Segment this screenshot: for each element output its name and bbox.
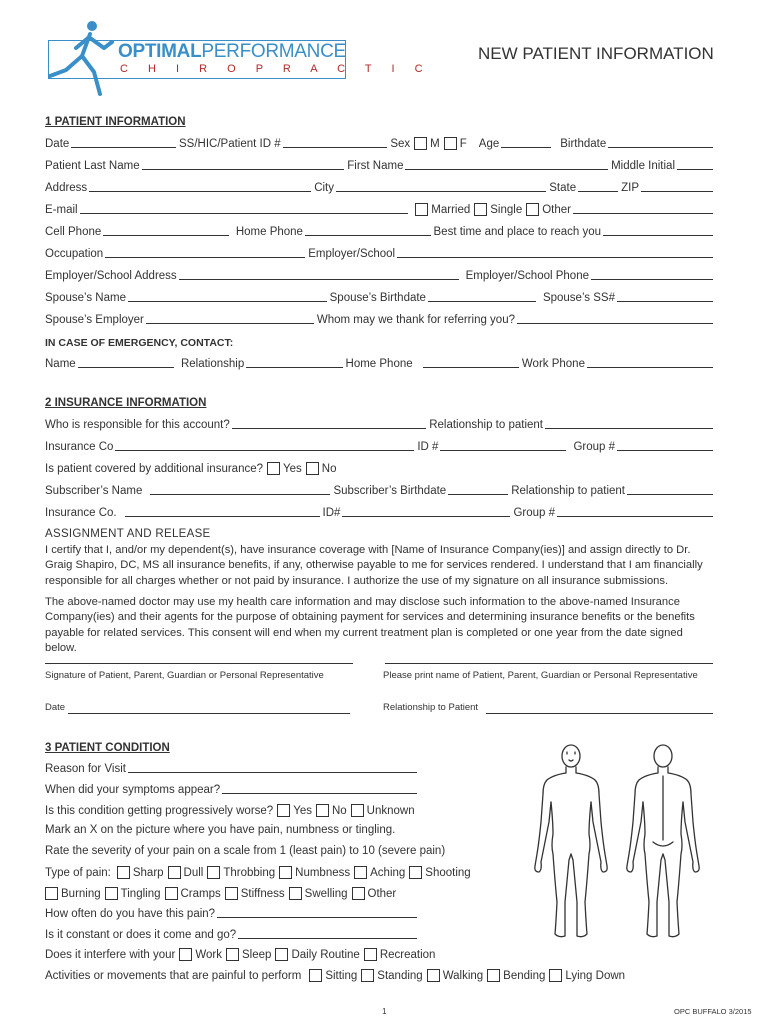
constant-field[interactable] <box>238 937 417 939</box>
subscriber-field[interactable] <box>150 493 330 495</box>
e-home-phone-label: Home Phone <box>345 358 413 370</box>
activity-sitting-checkbox[interactable] <box>309 969 322 982</box>
ss-label: SS/HIC/Patient ID # <box>179 138 281 150</box>
additional-no-checkbox[interactable] <box>306 462 319 475</box>
spouse-emp-field[interactable] <box>146 322 314 324</box>
middle-field[interactable] <box>677 168 713 170</box>
rel-patient-line[interactable] <box>486 712 713 714</box>
interfere-recreation-checkbox[interactable] <box>364 948 377 961</box>
address-label: Address <box>45 182 88 194</box>
section-2-title: 2 INSURANCE INFORMATION <box>45 397 207 409</box>
mark-instruction: Mark an X on the picture where you have pain, numbness or tingling. <box>45 824 396 836</box>
assignment-paragraph-1: I certify that I, and/or my dependent(s), have insurance coverage with [Name of Insurance Company(ies)] and assign directly to Dr. Graig Shapiro, DC, MS all insurance benefits, if any, otherwise payable to me for services rendered. I understand that I am financially responsible for all charges whether or not paid by insurance. I authorize the use of my signature on all insurance submissions. <box>45 544 703 587</box>
worse-unknown-label: Unknown <box>366 805 415 817</box>
interfere-work-label: Work <box>195 949 223 961</box>
pain-sharp-checkbox[interactable] <box>117 866 130 879</box>
employer-label: Employer/School <box>308 248 396 260</box>
pain-tingling-checkbox[interactable] <box>105 887 118 900</box>
sex-m-checkbox[interactable] <box>414 137 427 150</box>
rel-patient-label: Relationship to Patient <box>383 702 479 713</box>
group-label: Group # <box>573 441 615 453</box>
row-employer-address <box>45 268 713 282</box>
pain-numbness-checkbox[interactable] <box>279 866 292 879</box>
group2-field[interactable] <box>557 515 713 517</box>
first-name-label: First Name <box>347 160 404 172</box>
age-field[interactable] <box>501 146 551 148</box>
emp-address-field[interactable] <box>179 278 459 280</box>
relationship-field[interactable] <box>545 427 713 429</box>
worse-yes-checkbox[interactable] <box>277 804 290 817</box>
constant-label: Is it constant or does it come and go? <box>45 929 237 941</box>
row-address <box>45 180 713 194</box>
id-label: ID # <box>417 441 439 453</box>
ins-co2-field[interactable] <box>125 515 320 517</box>
cell-field[interactable] <box>103 234 229 236</box>
row-insurance-2 <box>45 505 713 519</box>
row-worse <box>45 803 465 817</box>
state-label: State <box>549 182 577 194</box>
responsible-label: Who is responsible for this account? <box>45 419 230 431</box>
activity-standing-label: Standing <box>377 970 423 982</box>
row-insurance <box>45 439 713 453</box>
emp-phone-label: Employer/School Phone <box>465 270 589 282</box>
married-checkbox[interactable] <box>415 203 428 216</box>
work-phone-label: Work Phone <box>521 358 585 370</box>
other-label: Other <box>542 204 571 216</box>
how-often-label: How often do you have this pain? <box>45 908 216 920</box>
date-label: Date <box>45 138 70 150</box>
reason-field[interactable] <box>128 771 417 773</box>
body-front-figure[interactable] <box>531 742 611 942</box>
sub-birth-label: Subscriber’s Birthdate <box>333 485 447 497</box>
rel2-field[interactable] <box>627 493 713 495</box>
pain-swelling-label: Swelling <box>304 888 348 900</box>
best-time-label: Best time and place to reach you <box>433 226 602 238</box>
state-field[interactable] <box>578 190 618 192</box>
pain-throbbing-label: Throbbing <box>223 867 276 879</box>
pain-dull-checkbox[interactable] <box>168 866 181 879</box>
assignment-title: ASSIGNMENT AND RELEASE <box>45 528 211 540</box>
pain-numbness-label: Numbness <box>295 867 351 879</box>
additional-yes-label: Yes <box>283 463 302 475</box>
home-phone-label: Home Phone <box>235 226 303 238</box>
sex-label: Sex <box>390 138 411 150</box>
when-field[interactable] <box>222 792 417 794</box>
group-field[interactable] <box>617 449 713 451</box>
subscriber-label: Subscriber’s Name <box>45 485 143 497</box>
single-label: Single <box>490 204 523 216</box>
row-spouse <box>45 290 713 304</box>
row-phone <box>45 224 713 238</box>
age-label: Age <box>478 138 500 150</box>
print-name-label: Please print name of Patient, Parent, Guardian or Personal Representative <box>383 670 698 681</box>
referral-label: Whom may we thank for referring you? <box>316 314 515 326</box>
row-interfere <box>45 947 465 961</box>
interfere-work-checkbox[interactable] <box>179 948 192 961</box>
e-name-label: Name <box>45 358 76 370</box>
activity-bending-label: Bending <box>503 970 546 982</box>
pain-shooting-checkbox[interactable] <box>409 866 422 879</box>
sig-date-line[interactable] <box>68 712 350 714</box>
email-field[interactable] <box>80 212 409 214</box>
id2-field[interactable] <box>342 515 510 517</box>
signature-line[interactable] <box>45 662 353 664</box>
rate-instruction: Rate the severity of your pain on a scale from 1 (least pain) to 10 (severe pain) <box>45 845 446 857</box>
worse-no-checkbox[interactable] <box>316 804 329 817</box>
when-label: When did your symptoms appear? <box>45 784 221 796</box>
home-phone-field[interactable] <box>305 234 431 236</box>
address-field[interactable] <box>89 190 311 192</box>
pain-type-label: Type of pain: <box>45 867 111 879</box>
row-pain-type-2 <box>41 886 461 900</box>
interfere-label: Does it interfere with your <box>45 949 176 961</box>
row-when <box>45 782 417 796</box>
email-label: E-mail <box>45 204 78 216</box>
e-name-field[interactable] <box>78 366 174 368</box>
zip-field[interactable] <box>641 190 713 192</box>
activities-label: Activities or movements that are painful to perform <box>45 970 302 982</box>
worse-yes-label: Yes <box>293 805 312 817</box>
married-label: Married <box>431 204 471 216</box>
relationship-label: Relationship to patient <box>429 419 543 431</box>
spouse-birth-label: Spouse’s Birthdate <box>329 292 426 304</box>
row-email <box>45 202 713 216</box>
employer-field[interactable] <box>397 256 713 258</box>
city-label: City <box>314 182 334 194</box>
interfere-daily-checkbox[interactable] <box>275 948 288 961</box>
worse-no-label: No <box>331 805 347 817</box>
form-code: OPC BUFFALO 3/2015 <box>674 1007 752 1016</box>
sub-birth-field[interactable] <box>448 493 508 495</box>
middle-label: Middle Initial <box>611 160 676 172</box>
spouse-emp-label: Spouse’s Employer <box>45 314 144 326</box>
activity-sitting-label: Sitting <box>325 970 358 982</box>
row-emergency <box>45 356 713 370</box>
interfere-sleep-label: Sleep <box>242 949 272 961</box>
row-additional <box>45 461 713 475</box>
additional-label: Is patient covered by additional insurance? <box>45 463 264 475</box>
work-phone-field[interactable] <box>587 366 713 368</box>
logo-light: PERFORMANCE <box>201 41 346 62</box>
other-checkbox[interactable] <box>526 203 539 216</box>
row-date <box>45 136 713 150</box>
e-relationship-label: Relationship <box>180 358 245 370</box>
logo-bold: OPTIMAL <box>118 41 202 62</box>
occupation-label: Occupation <box>45 248 104 260</box>
interfere-daily-label: Daily Routine <box>291 949 360 961</box>
first-name-field[interactable] <box>405 168 608 170</box>
e-relationship-field[interactable] <box>246 366 342 368</box>
pain-sharp-label: Sharp <box>132 867 164 879</box>
responsible-field[interactable] <box>232 427 426 429</box>
spouse-ss-field[interactable] <box>617 300 713 302</box>
sig-date-label: Date <box>45 702 66 713</box>
emp-address-label: Employer/School Address <box>45 270 177 282</box>
logo <box>42 20 432 82</box>
section-3-title: 3 PATIENT CONDITION <box>45 742 170 754</box>
sex-f-label: F <box>459 138 467 150</box>
row-pain-type <box>45 865 505 879</box>
spouse-name-field[interactable] <box>128 300 327 302</box>
occupation-field[interactable] <box>105 256 305 258</box>
activity-bending-checkbox[interactable] <box>487 969 500 982</box>
reason-label: Reason for Visit <box>45 763 126 775</box>
spouse-birth-field[interactable] <box>428 300 536 302</box>
id2-label: ID# <box>322 507 341 519</box>
pain-shooting-label: Shooting <box>425 867 471 879</box>
cell-label: Cell Phone <box>45 226 102 238</box>
row-responsible <box>45 417 713 431</box>
pain-cramps-label: Cramps <box>180 888 221 900</box>
pain-other-checkbox[interactable] <box>352 887 365 900</box>
pain-aching-checkbox[interactable] <box>354 866 367 879</box>
sex-f-checkbox[interactable] <box>444 137 457 150</box>
ins-co-label: Insurance Co <box>45 441 114 453</box>
print-name-line[interactable] <box>385 662 713 664</box>
birthdate-label: Birthdate <box>560 138 607 150</box>
id-field[interactable] <box>440 449 566 451</box>
ins-co2-label: Insurance Co. <box>45 507 117 519</box>
activity-lying-checkbox[interactable] <box>549 969 562 982</box>
best-time-field[interactable] <box>603 234 713 236</box>
additional-no-label: No <box>321 463 337 475</box>
body-back-figure[interactable] <box>623 742 703 942</box>
row-activities <box>45 968 665 982</box>
pain-burning-checkbox[interactable] <box>45 887 58 900</box>
spouse-name-label: Spouse’s Name <box>45 292 126 304</box>
activity-standing-checkbox[interactable] <box>361 969 374 982</box>
pain-throbbing-checkbox[interactable] <box>207 866 220 879</box>
worse-label: Is this condition getting progressively worse? <box>45 805 274 817</box>
additional-yes-checkbox[interactable] <box>267 462 280 475</box>
page-number: 1 <box>382 1007 387 1016</box>
page-title: NEW PATIENT INFORMATION <box>478 44 714 63</box>
zip-label: ZIP <box>621 182 639 194</box>
section-1-title: 1 PATIENT INFORMATION <box>45 116 186 128</box>
interfere-recreation-label: Recreation <box>379 949 436 961</box>
last-name-field[interactable] <box>142 168 345 170</box>
rel2-label: Relationship to patient <box>511 485 625 497</box>
single-checkbox[interactable] <box>474 203 487 216</box>
pain-dull-label: Dull <box>183 867 204 879</box>
row-subscriber <box>45 483 713 497</box>
worse-unknown-checkbox[interactable] <box>351 804 364 817</box>
birthdate-field[interactable] <box>608 146 713 148</box>
date-field[interactable] <box>71 146 176 148</box>
pain-aching-label: Aching <box>370 867 406 879</box>
pain-tingling-label: Tingling <box>120 888 161 900</box>
city-field[interactable] <box>336 190 546 192</box>
interfere-sleep-checkbox[interactable] <box>226 948 239 961</box>
pain-swelling-checkbox[interactable] <box>289 887 302 900</box>
logo-wordmark <box>118 42 346 62</box>
last-name-label: Patient Last Name <box>45 160 140 172</box>
assignment-paragraph-2: The above-named doctor may use my health care information and may disclose such information to the above-named Insurance Company(ies) and their agents for the purpose of obtaining payment for services and determining insurance benefits or the benefits payable for related services. This consent will end when my current treatment plan is completed or one year from the date signed below. <box>45 596 695 654</box>
pain-other-label: Other <box>367 888 397 900</box>
activity-walking-checkbox[interactable] <box>427 969 440 982</box>
row-name <box>45 158 713 172</box>
row-reason <box>45 761 417 775</box>
activity-lying-label: Lying Down <box>565 970 626 982</box>
pain-cramps-checkbox[interactable] <box>165 887 178 900</box>
row-occupation <box>45 246 713 260</box>
logo-sub: C H I R O P R A C T I C <box>120 63 432 75</box>
referral-field[interactable] <box>517 322 713 324</box>
how-often-field[interactable] <box>217 916 417 918</box>
pain-burning-label: Burning <box>61 888 101 900</box>
other-field[interactable] <box>573 212 713 214</box>
emergency-title: IN CASE OF EMERGENCY, CONTACT: <box>45 337 234 349</box>
row-spouse-employer <box>45 312 713 326</box>
signature-label: Signature of Patient, Parent, Guardian or Personal Representative <box>45 670 324 681</box>
activity-walking-label: Walking <box>442 970 484 982</box>
e-home-phone-field[interactable] <box>423 366 519 368</box>
emp-phone-field[interactable] <box>591 278 713 280</box>
row-how-often <box>45 906 417 920</box>
row-constant <box>45 927 417 941</box>
sex-m-label: M <box>430 138 440 150</box>
pain-stiffness-label: Stiffness <box>240 888 285 900</box>
ss-field[interactable] <box>283 146 388 148</box>
pain-stiffness-checkbox[interactable] <box>225 887 238 900</box>
ins-co-field[interactable] <box>115 449 414 451</box>
spouse-ss-label: Spouse’s SS# <box>542 292 615 304</box>
group2-label: Group # <box>513 507 555 519</box>
